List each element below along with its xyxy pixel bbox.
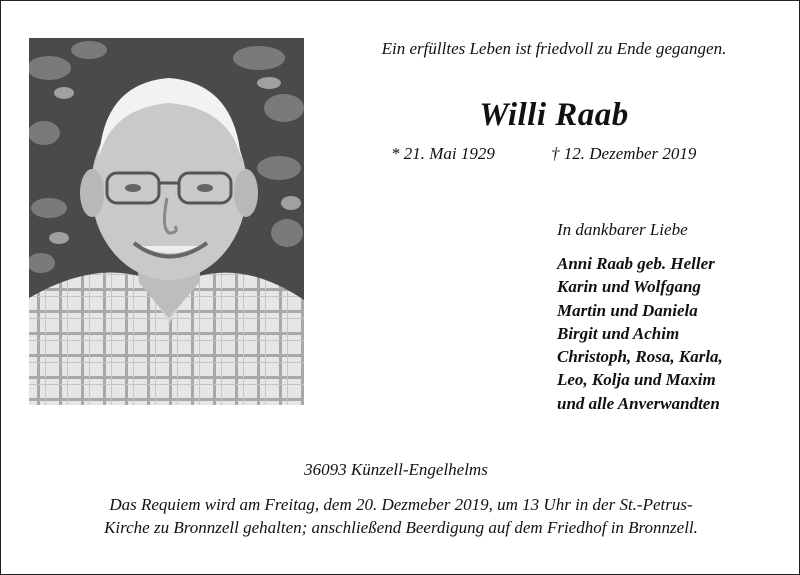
mourner-name: Martin und Daniela <box>557 300 698 320</box>
mourners-list <box>557 252 723 415</box>
mourner-name: Karin und Wolfgang <box>557 277 701 297</box>
birth-date: * 21. Mai 1929 <box>391 144 495 163</box>
service-notice <box>21 493 781 539</box>
mourning-intro: In dankbarer Liebe <box>557 220 688 239</box>
service-notice-line: Das Requiem wird am Freitag, dem 20. Dezmeber 2019, um 13 Uhr in der St.-Petrus- <box>109 495 693 514</box>
mourner-name: Christoph, Rosa, Karla, <box>557 347 723 367</box>
mourner-name: Leo, Kolja und Maxim <box>557 370 716 390</box>
motto-text: Ein erfülltes Leben ist friedvoll zu Ende gegangen. <box>381 39 727 58</box>
place-of-residence: 36093 Künzell-Engelhelms <box>304 460 488 479</box>
mourner-name: Birgit und Achim <box>557 323 680 343</box>
portrait-illustration <box>29 38 304 405</box>
mourner-name: Anni Raab geb. Heller <box>557 254 715 273</box>
mourner-name: und alle Anverwandten <box>557 393 720 413</box>
portrait-photo <box>29 38 304 405</box>
death-date: † 12. Dezember 2019 <box>551 144 697 163</box>
deceased-name: Willi Raab <box>479 97 629 133</box>
service-notice-line: Kirche zu Bronnzell gehalten; anschließend Beerdigung auf dem Friedhof in Bronnzell. <box>104 518 698 537</box>
